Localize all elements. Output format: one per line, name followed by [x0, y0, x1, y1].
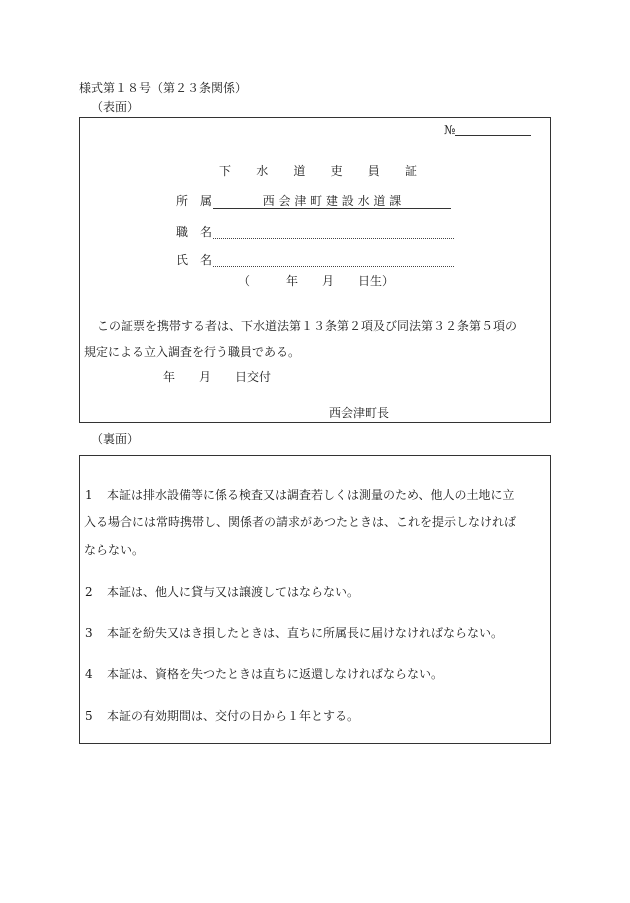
- statement-line-1: この証票を携帯する者は、下水道法第１３条第２項及び同法第３２条第５項の: [97, 319, 518, 333]
- birth-date: （ 年 月 日生）: [238, 274, 395, 288]
- back-item-number: 1: [85, 488, 93, 502]
- issuer: 西会津町長: [329, 406, 390, 420]
- number-field: [444, 124, 531, 136]
- title-char: 道: [293, 164, 306, 178]
- card-title: [219, 165, 417, 177]
- back-label: （裏面）: [91, 432, 140, 446]
- back-item-text: 本証は排水設備等に係る検査又は調査若しくは測量のため、他人の土地に立: [107, 488, 515, 502]
- title-char: 証: [404, 164, 417, 178]
- form-number: 様式第１８号（第２３条関係）: [79, 81, 248, 95]
- issue-date: 年 月 日交付: [163, 370, 272, 384]
- back-card: [79, 455, 551, 744]
- title-char: 下: [219, 164, 232, 178]
- job-title-blank: [213, 226, 454, 239]
- front-label: （表面）: [91, 100, 140, 114]
- back-item: [85, 489, 93, 501]
- number-label: №: [444, 123, 456, 137]
- name-blank: [213, 254, 454, 267]
- name-label: 氏 名: [176, 253, 213, 267]
- back-item-number: 3: [85, 626, 93, 640]
- back-item-number: 2: [85, 585, 93, 599]
- statement-line-2: 規定による立入調査を行う職員である。: [84, 345, 301, 359]
- back-item-text: 本証を紛失又はき損したときは、直ちに所属長に届けなければならない。: [107, 626, 504, 640]
- number-blank: [455, 124, 531, 136]
- back-item-text: 本証は、他人に貸与又は譲渡してはならない。: [107, 585, 360, 599]
- back-item-text: 本証の有効期間は、交付の日から１年とする。: [107, 709, 360, 723]
- affiliation-label: 所 属: [176, 194, 213, 208]
- back-item-text: 本証は、資格を失つたときは直ちに返還しなければならない。: [107, 667, 444, 681]
- title-char: 吏: [330, 164, 343, 178]
- back-item-number: 5: [85, 709, 93, 723]
- front-card: [79, 117, 551, 423]
- back-item-number: 4: [85, 667, 93, 681]
- affiliation-text: 西 会 津 町 建 設 水 道 課: [262, 194, 402, 208]
- title-char: 水: [256, 164, 269, 178]
- affiliation-value: [213, 195, 451, 209]
- title-char: 員: [367, 164, 380, 178]
- back-item-text: 入る場合には常時携帯し、関係者の請求があつたときは、これを提示しなければ: [84, 515, 517, 529]
- job-title-label: 職 名: [176, 225, 213, 239]
- back-item-text: ならない。: [84, 543, 145, 557]
